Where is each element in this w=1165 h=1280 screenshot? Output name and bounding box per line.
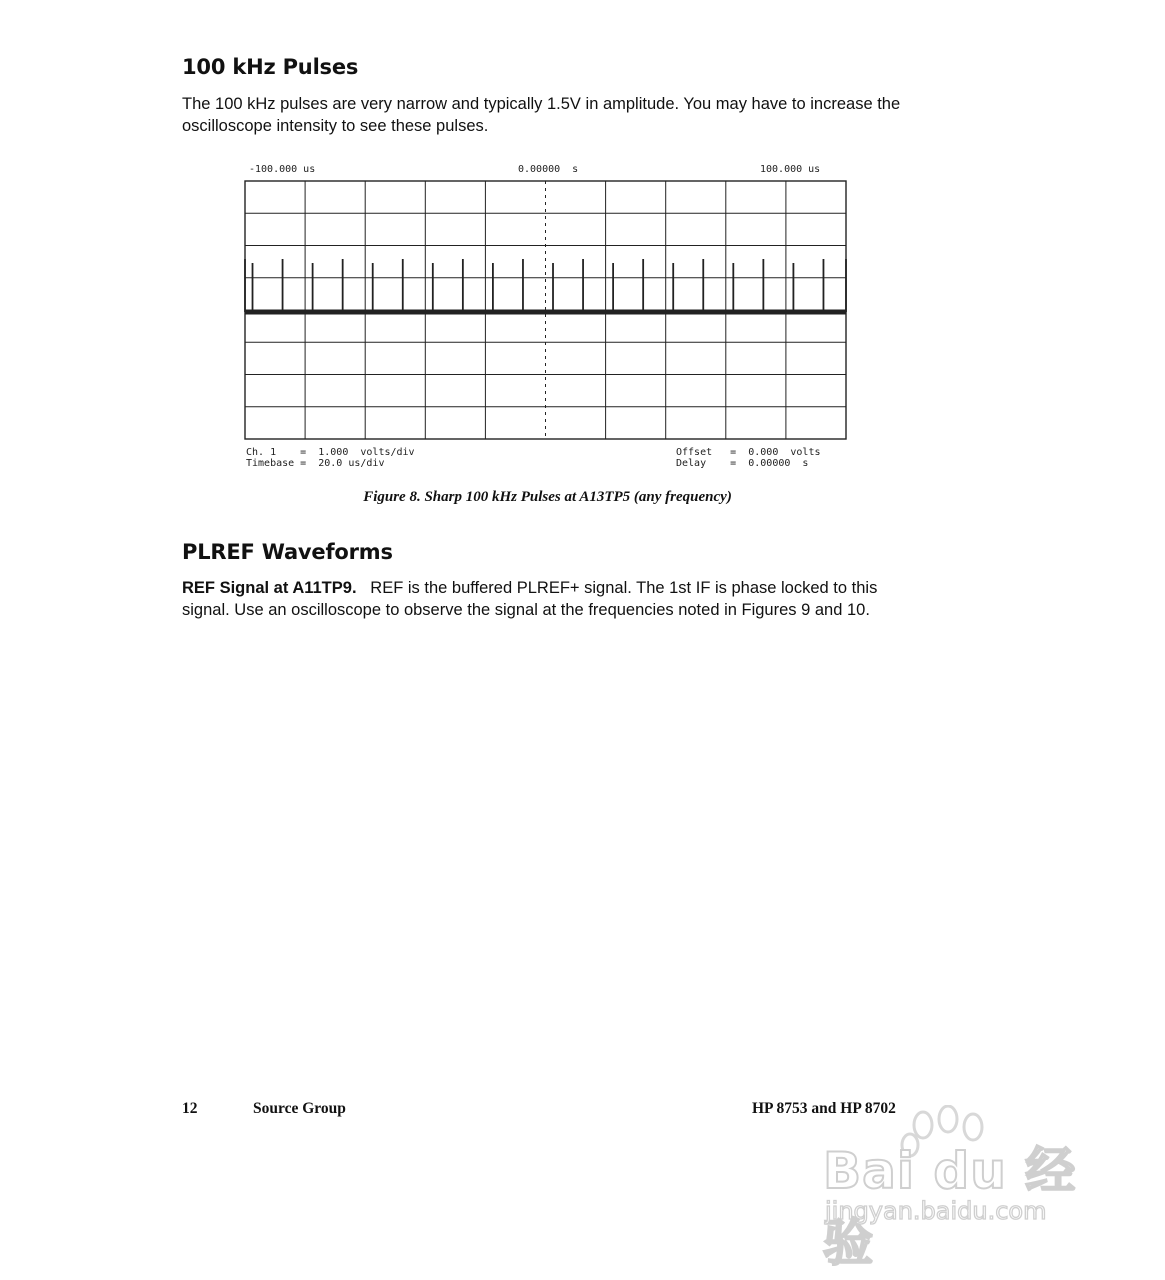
footer-product-name: HP 8753 and HP 8702 — [752, 1100, 896, 1117]
scope-offset-settings: Offset = 0.000 volts Delay = 0.00000 s — [676, 447, 821, 469]
figure-caption: Figure 8. Sharp 100 kHz Pulses at A13TP5 (any frequency) — [363, 489, 732, 505]
section-heading-100khz-pulses: 100 kHz Pulses — [182, 55, 359, 79]
footer-page-number: 12 — [182, 1100, 198, 1117]
section-paragraph-100khz: The 100 kHz pulses are very narrow and typically 1.5V in amplitude. You may have to increase the oscilloscope intensity to see these pulses. — [182, 95, 901, 135]
scope-channel-settings: Ch. 1 = 1.000 volts/div Timebase = 20.0 us/div — [246, 447, 415, 469]
footer-section-name: Source Group — [253, 1100, 346, 1117]
grid-border — [245, 181, 846, 439]
ref-signal-lead: REF Signal at A11TP9. — [182, 579, 357, 597]
scope-time-right-label: 100.000 us — [760, 164, 821, 175]
section-heading-plref-waveforms: PLREF Waveforms — [182, 540, 393, 564]
watermark-logo-text: Bai du 经验 — [823, 1142, 1077, 1272]
watermark-url: jingyan.baidu.com — [825, 1197, 1047, 1225]
scope-time-center-label: 0.00000 s — [518, 164, 579, 175]
scope-time-left-label: -100.000 us — [249, 164, 316, 175]
baidu-watermark — [815, 1105, 1095, 1272]
section-paragraph-plref — [182, 577, 922, 621]
ref-signal-text: REF is the buffered PLREF+ signal. The 1st IF is phase locked to this signal. Use an oscilloscope to observe the signal at the frequencies noted in Figures 9 and 10. — [182, 579, 878, 619]
